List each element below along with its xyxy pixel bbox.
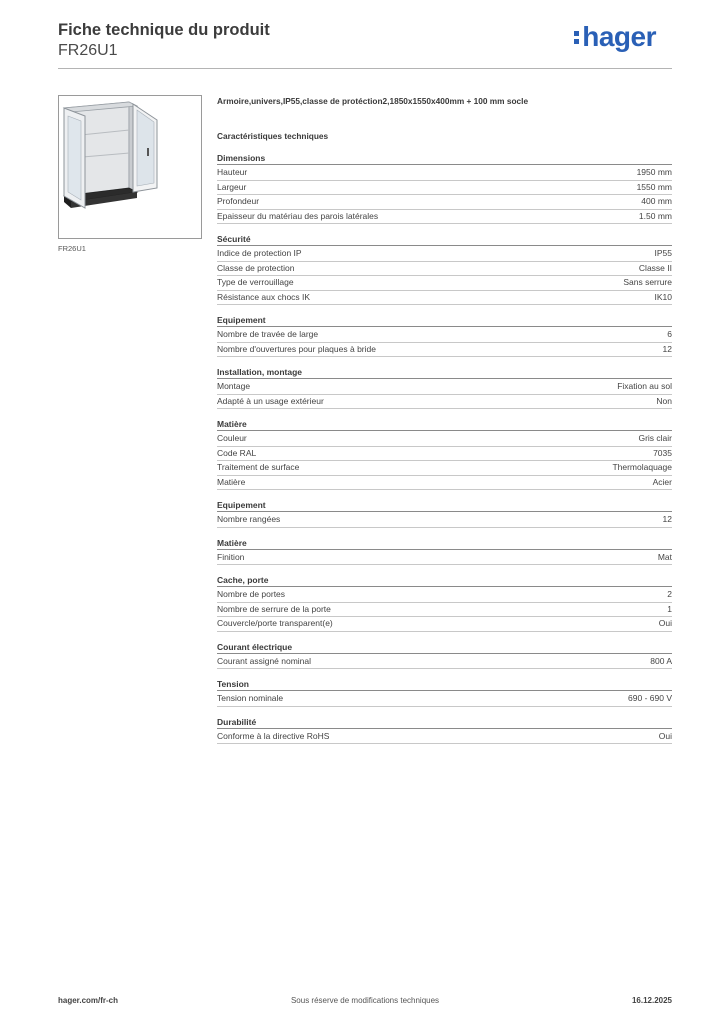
spec-section-title: Matière	[217, 418, 672, 431]
spec-row	[217, 262, 672, 277]
spec-row	[217, 551, 672, 566]
spec-section	[217, 314, 672, 357]
spec-value: 400 mm	[641, 196, 672, 206]
product-image-caption: FR26U1	[58, 244, 86, 253]
spec-row	[217, 395, 672, 410]
cabinet-illustration-icon	[59, 96, 201, 238]
spec-row	[217, 181, 672, 196]
spec-label: Courant assigné nominal	[217, 655, 312, 666]
product-reference: FR26U1	[58, 42, 118, 59]
spec-section	[217, 641, 672, 670]
header-divider	[58, 68, 672, 69]
spec-section	[217, 233, 672, 305]
spec-row	[217, 166, 672, 181]
spec-row	[217, 328, 672, 343]
footer-disclaimer: Sous réserve de modifications techniques	[290, 996, 440, 1005]
document-title: Fiche technique du produit	[58, 21, 270, 39]
spec-label: Tension nominale	[217, 693, 284, 703]
spec-row	[217, 730, 672, 745]
tech-characteristics-heading: Caractéristiques techniques	[217, 131, 329, 141]
spec-section-title: Cache, porte	[217, 574, 672, 587]
spec-label: Traitement de surface	[217, 462, 300, 472]
spec-label: Nombre de serrure de la porte	[217, 603, 331, 614]
spec-value: 690 - 690 V	[628, 693, 672, 703]
spec-value: 12	[662, 514, 672, 524]
spec-row	[217, 461, 672, 476]
spec-section	[217, 152, 672, 224]
spec-value: 1	[667, 603, 672, 614]
spec-row	[217, 617, 672, 632]
logo-dots-icon	[574, 31, 579, 44]
spec-label: Type de verrouillage	[217, 277, 294, 287]
spec-row	[217, 343, 672, 358]
spec-row	[217, 380, 672, 395]
logo-text: hager	[582, 21, 656, 52]
spec-label: Hauteur	[217, 167, 248, 177]
product-image	[58, 95, 202, 239]
spec-label: Nombre d'ouvertures pour plaques à bride	[217, 343, 376, 354]
spec-value: Fixation au sol	[617, 381, 672, 391]
spec-value: 12	[662, 343, 672, 354]
spec-section	[217, 678, 672, 707]
page-footer	[58, 996, 672, 1010]
spec-value: Non	[656, 395, 672, 406]
spec-row	[217, 655, 672, 670]
spec-value: Oui	[658, 618, 672, 628]
spec-row	[217, 513, 672, 528]
spec-value: IK10	[654, 291, 672, 302]
spec-label: Largeur	[217, 181, 247, 192]
spec-label: Matière	[217, 476, 246, 487]
spec-label: Epaisseur du matériau des parois latérales	[217, 210, 379, 221]
spec-section	[217, 418, 672, 490]
spec-section-title: Durabilité	[217, 716, 672, 729]
spec-label: Couvercle/porte transparent(e)	[217, 618, 333, 628]
spec-value: Mat	[657, 551, 672, 562]
product-description: Armoire,univers,IP55,classe de protéction2,1850x1550x400mm + 100 mm socle	[217, 96, 529, 106]
spec-section	[217, 366, 672, 409]
spec-value: 1950 mm	[636, 167, 672, 177]
spec-value: Thermolaquage	[612, 462, 672, 472]
spec-section	[217, 574, 672, 632]
spec-label: Couleur	[217, 433, 247, 443]
spec-section-title: Dimensions	[217, 152, 672, 165]
spec-value: Gris clair	[638, 433, 672, 443]
spec-label: Indice de protection IP	[217, 248, 302, 258]
spec-value: 1.50 mm	[638, 210, 672, 221]
spec-value: IP55	[654, 248, 672, 258]
spec-value: Classe II	[638, 262, 672, 273]
page-header	[58, 20, 672, 61]
spec-section	[217, 537, 672, 566]
spec-label: Finition	[217, 551, 245, 562]
spec-value: Acier	[652, 476, 672, 487]
spec-label: Conforme à la directive RoHS	[217, 730, 330, 741]
spec-section-title: Sécurité	[217, 233, 672, 246]
spec-section-title: Equipement	[217, 314, 672, 327]
spec-content	[217, 96, 672, 753]
spec-section-title: Equipement	[217, 499, 672, 512]
spec-value: Sans serrure	[623, 277, 672, 287]
hager-logo	[574, 22, 656, 52]
spec-row	[217, 692, 672, 707]
footer-date: 16.12.2025	[631, 996, 672, 1005]
spec-section-title: Installation, montage	[217, 366, 672, 379]
spec-label: Profondeur	[217, 196, 260, 206]
spec-section-title: Matière	[217, 537, 672, 550]
spec-label: Nombre de portes	[217, 589, 286, 599]
spec-sections	[217, 152, 672, 744]
spec-row	[217, 195, 672, 210]
spec-section-title: Tension	[217, 678, 672, 691]
spec-row	[217, 476, 672, 491]
spec-label: Adapté à un usage extérieur	[217, 395, 324, 406]
spec-row	[217, 447, 672, 462]
spec-row	[217, 276, 672, 291]
spec-label: Résistance aux chocs IK	[217, 291, 311, 302]
spec-section-title: Courant électrique	[217, 641, 672, 654]
spec-row	[217, 210, 672, 225]
spec-value: 7035	[653, 447, 672, 458]
spec-value: 800 A	[650, 655, 672, 666]
spec-label: Nombre rangées	[217, 514, 281, 524]
spec-row	[217, 432, 672, 447]
spec-value: 1550 mm	[636, 181, 672, 192]
spec-row	[217, 588, 672, 603]
spec-row	[217, 603, 672, 618]
spec-label: Classe de protection	[217, 262, 295, 273]
spec-section	[217, 499, 672, 528]
spec-value: 2	[667, 589, 672, 599]
spec-value: Oui	[658, 730, 672, 741]
spec-label: Montage	[217, 381, 251, 391]
spec-row	[217, 247, 672, 262]
spec-value: 6	[667, 329, 672, 339]
footer-website: hager.com/fr-ch	[58, 996, 119, 1005]
spec-row	[217, 291, 672, 306]
spec-label: Code RAL	[217, 447, 257, 458]
spec-section	[217, 716, 672, 745]
spec-label: Nombre de travée de large	[217, 329, 319, 339]
